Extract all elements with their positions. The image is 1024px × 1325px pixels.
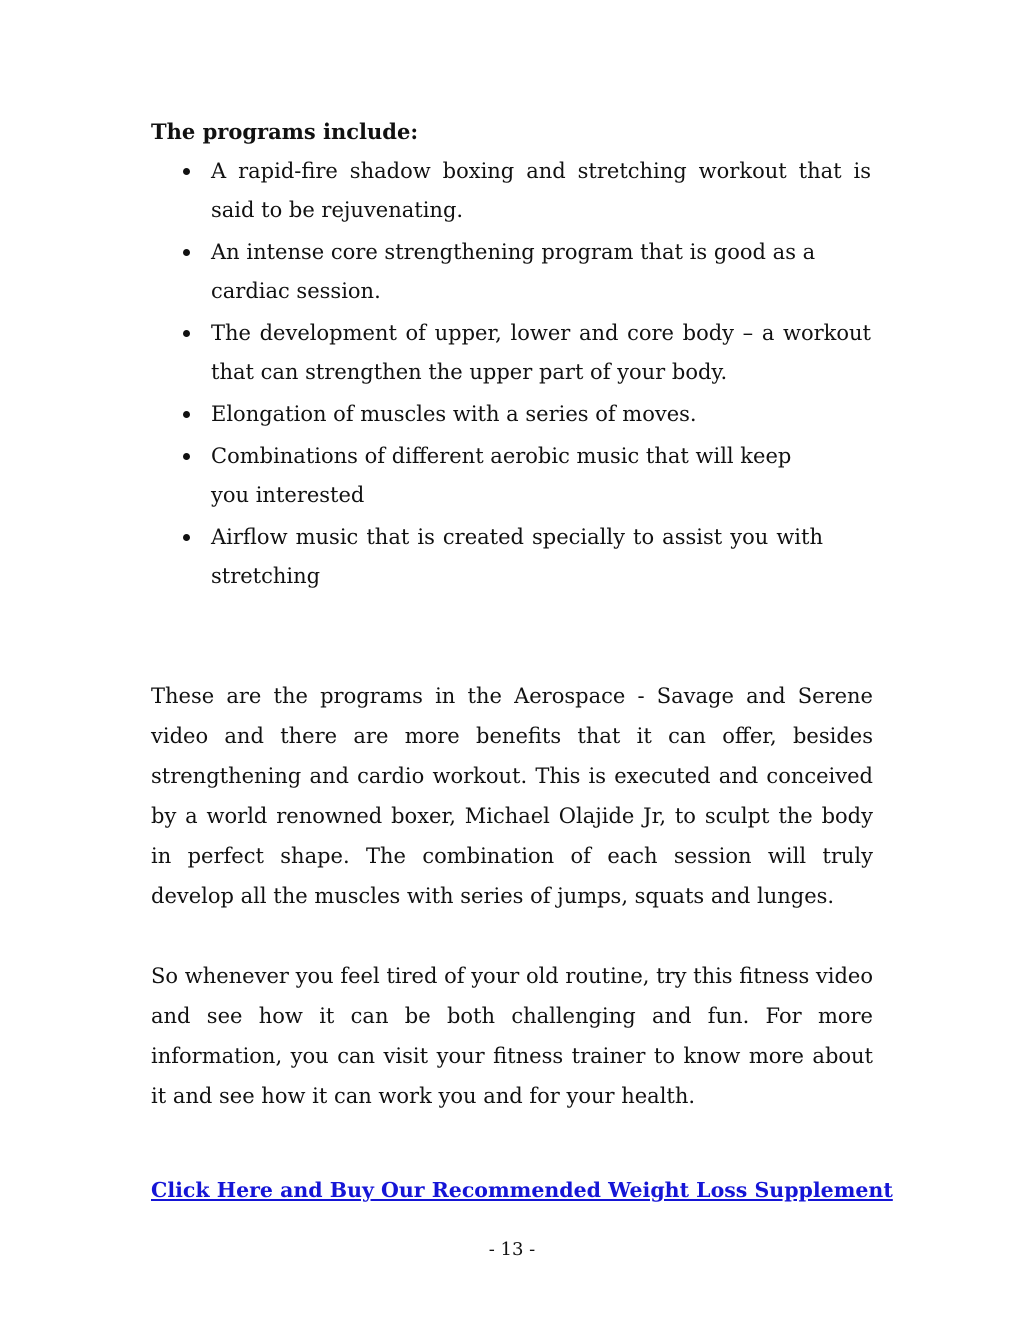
bullet-icon <box>183 534 190 541</box>
body-paragraph: These are the programs in the Aerospace - Savage and Serene video and there are more benefits that it can offer, besides strengthening and cardio workout. This is executed and conceived by a world renowned boxer, Michael Olajide Jr, to sculpt the body in perfect shape. The combination of each session will truly develop all the muscles with series of jumps, squats and lunges. <box>151 684 873 908</box>
list-item <box>151 233 873 311</box>
section-heading: The programs include: <box>151 119 419 144</box>
list-item <box>151 314 873 392</box>
bullet-icon <box>183 411 190 418</box>
list-item <box>151 518 873 596</box>
list-item-text: Airflow music that is created specially to assist you with stretching <box>211 525 823 588</box>
bullet-icon <box>183 453 190 460</box>
page-number: - 13 - <box>488 1239 536 1260</box>
bullet-icon <box>183 330 190 337</box>
list-item-text: A rapid-fire shadow boxing and stretching workout that is said to be rejuvenating. <box>211 159 871 222</box>
list-item <box>151 152 873 230</box>
bullet-icon <box>183 168 190 175</box>
list-item <box>151 437 873 515</box>
link-container <box>151 1170 893 1210</box>
list-item-text: The development of upper, lower and core body – a workout that can strengthen the upper part of your body. <box>211 321 871 384</box>
programs-list <box>151 152 873 596</box>
list-item-text: An intense core strengthening program that is good as a cardiac session. <box>211 240 816 303</box>
bullet-icon <box>183 249 190 256</box>
buy-supplement-link[interactable]: Click Here and Buy Our Recommended Weight Loss Supplement <box>151 1178 893 1202</box>
list-item <box>151 395 873 434</box>
list-item-text: Elongation of muscles with a series of moves. <box>211 402 697 426</box>
body-paragraph: So whenever you feel tired of your old routine, try this fitness video and see how it can be both challenging and fun. For more information, you can visit your fitness trainer to know more about it and see how it can work you and for your health. <box>151 964 873 1108</box>
list-item-text: Combinations of different aerobic music that will keep you interested <box>211 444 792 507</box>
document-page <box>151 112 893 1210</box>
